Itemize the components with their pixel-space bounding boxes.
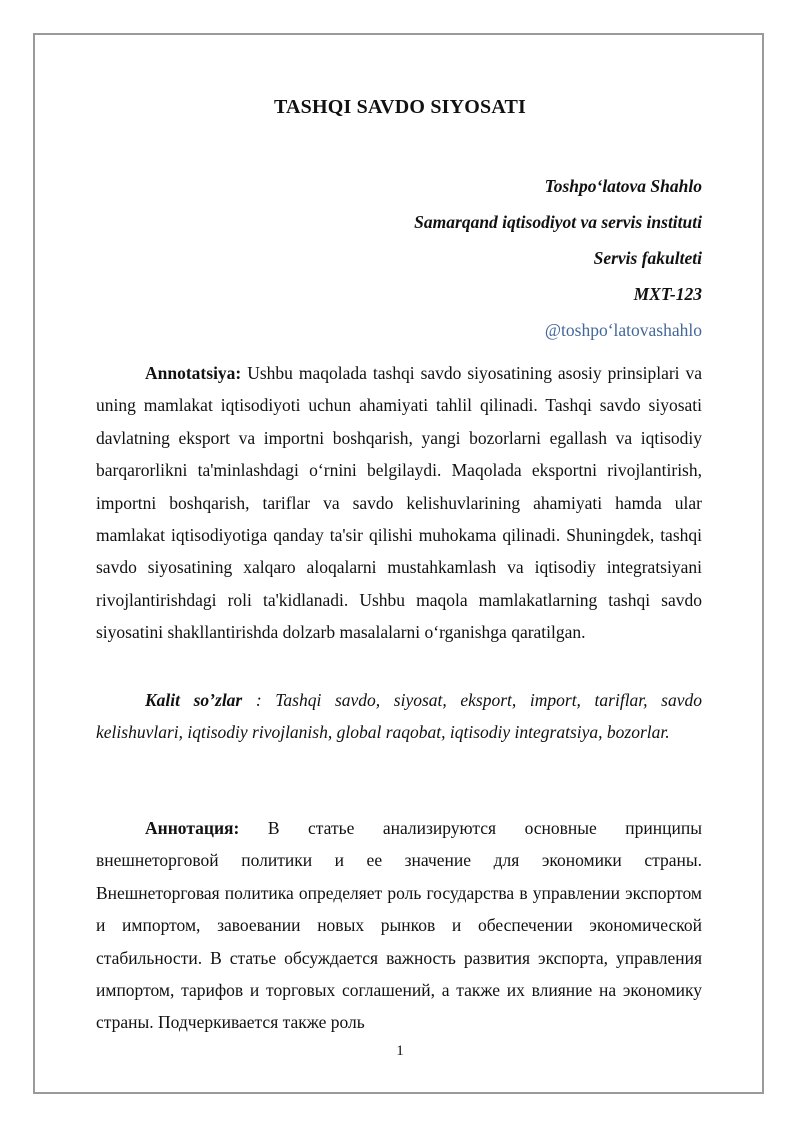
paper-title: TASHQI SAVDO SIYOSATI [273, 96, 527, 118]
keywords-uz-label: Kalit so’zlar [145, 690, 243, 710]
abstract-uz-label: Annotatsiya: [145, 363, 242, 383]
keywords-uz-text: : Tashqi savdo, siyosat, eksport, import, tariflar, savdo kelishuvlari, iqtisodiy rivojlanish, global raqobat, iqtisodiy integratsiya, bozorlar. [96, 690, 702, 743]
abstract-uz [96, 357, 702, 649]
page-number: 1 [396, 1043, 404, 1059]
abstract-ru [96, 812, 702, 1039]
author-institution: Samarqand iqtisodiyot va servis instituti [414, 212, 702, 232]
author-handle: @toshpo‘latovashahlo [544, 320, 702, 340]
abstract-ru-label: Аннотация: [145, 818, 240, 838]
keywords-uz-paragraph [96, 684, 702, 749]
abstract-uz-text: Ushbu maqolada tashqi savdo siyosatining asosiy prinsiplari va uning mamlakat iqtisodiyoti uchun ahamiyati tahlil qilinadi. Tashqi savdo siyosati davlatning eksport va importni boshqarish, yangi bozorlarni egallash va iqtisodiy barqarorlikni ta'minlashdagi o‘rnini belgilaydi. Maqolada eksportni rivojlantirish, importni boshqarish, tariflar va savdo kelishuvlarining ahamiyati hamda ular mamlakat iqtisodiyotiga qanday ta'sir qilishi muhokama qilinadi. Shuningdek, tashqi savdo siyosatining xalqaro aloqalarni mustahkamlash va iqtisodiy integratsiyani rivojlantirishdagi roli ta'kidlanadi. Ushbu maqola mamlakatlarning tashqi savdo siyosatini shakllantirishda dolzarb masalalarni o‘rganishga qaratilgan. [96, 363, 702, 643]
author-name: Toshpo‘latova Shahlo [544, 176, 702, 196]
abstract-uz-paragraph [96, 357, 702, 649]
author-block [414, 168, 702, 348]
abstract-ru-text: В статье анализируются основные принципы внешнеторговой политики и ее значение для экономики страны. Внешнеторговая политика определяет роль государства в управлении экспортом и импортом, завоевании новых рынков и обеспечении экономической стабильности. В статье обсуждается важность развития экспорта, управления импортом, тарифов и торговых соглашений, а также их влияние на экономику страны. Подчеркивается также роль [96, 818, 702, 1033]
abstract-ru-paragraph [96, 812, 702, 1039]
author-group: MXT-123 [633, 284, 702, 304]
keywords-uz [96, 684, 702, 749]
author-faculty: Servis fakulteti [593, 248, 702, 268]
